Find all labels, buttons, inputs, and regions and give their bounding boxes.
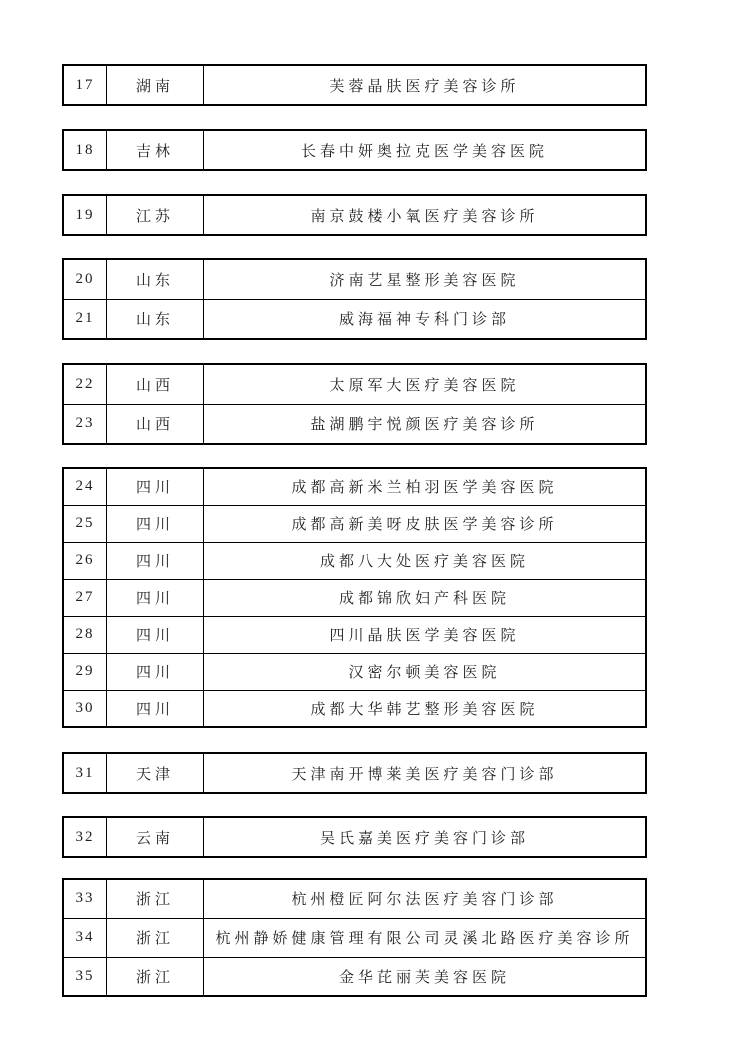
row-number-cell: 17	[63, 65, 107, 105]
clinic-name-cell: 吴氏嘉美医疗美容门诊部	[204, 817, 647, 857]
table-row	[63, 542, 646, 579]
row-number-cell: 20	[63, 259, 107, 299]
table-row	[63, 259, 646, 299]
row-number-cell: 28	[63, 616, 107, 653]
clinic-name-cell: 汉密尔顿美容医院	[204, 653, 647, 690]
clinic-table-group	[62, 816, 647, 858]
province-cell: 山西	[107, 404, 204, 444]
province-cell: 山西	[107, 364, 204, 404]
clinic-name-cell: 盐湖鹏宇悦颜医疗美容诊所	[204, 404, 647, 444]
province-cell: 四川	[107, 579, 204, 616]
table-row	[63, 299, 646, 339]
province-cell: 浙江	[107, 879, 204, 918]
clinic-name-cell: 成都高新米兰柏羽医学美容医院	[204, 468, 647, 505]
clinic-name-cell: 金华芘丽芙美容医院	[204, 957, 647, 996]
province-cell: 浙江	[107, 918, 204, 957]
clinic-name-cell: 成都锦欣妇产科医院	[204, 579, 647, 616]
row-number-cell: 29	[63, 653, 107, 690]
row-number-cell: 27	[63, 579, 107, 616]
clinic-name-cell: 威海福神专科门诊部	[204, 299, 647, 339]
table-row	[63, 653, 646, 690]
row-number-cell: 19	[63, 195, 107, 235]
province-cell: 山东	[107, 259, 204, 299]
table-row	[63, 957, 646, 996]
row-number-cell: 35	[63, 957, 107, 996]
province-cell: 云南	[107, 817, 204, 857]
row-number-cell: 30	[63, 690, 107, 727]
clinic-table-group	[62, 878, 647, 997]
province-cell: 四川	[107, 468, 204, 505]
province-cell: 江苏	[107, 195, 204, 235]
clinic-name-cell: 成都高新美呀皮肤医学美容诊所	[204, 505, 647, 542]
clinic-name-cell: 杭州橙匠阿尔法医疗美容门诊部	[204, 879, 647, 918]
row-number-cell: 21	[63, 299, 107, 339]
table-row	[63, 65, 646, 105]
clinic-name-cell: 成都大华韩艺整形美容医院	[204, 690, 647, 727]
province-cell: 浙江	[107, 957, 204, 996]
clinic-name-cell: 济南艺星整形美容医院	[204, 259, 647, 299]
table-row	[63, 364, 646, 404]
province-cell: 吉林	[107, 130, 204, 170]
clinic-name-cell: 天津南开博莱美医疗美容门诊部	[204, 753, 647, 793]
clinic-name-cell: 杭州静娇健康管理有限公司灵溪北路医疗美容诊所	[204, 918, 647, 957]
table-row	[63, 817, 646, 857]
province-cell: 四川	[107, 653, 204, 690]
province-cell: 四川	[107, 542, 204, 579]
clinic-name-cell: 芙蓉晶肤医疗美容诊所	[204, 65, 647, 105]
clinic-table-group	[62, 194, 647, 236]
province-cell: 四川	[107, 690, 204, 727]
table-row	[63, 879, 646, 918]
row-number-cell: 32	[63, 817, 107, 857]
province-cell: 湖南	[107, 65, 204, 105]
row-number-cell: 25	[63, 505, 107, 542]
table-row	[63, 468, 646, 505]
row-number-cell: 34	[63, 918, 107, 957]
table-row	[63, 130, 646, 170]
row-number-cell: 31	[63, 753, 107, 793]
table-area	[62, 0, 647, 997]
table-row	[63, 918, 646, 957]
table-row	[63, 505, 646, 542]
table-row	[63, 753, 646, 793]
table-row	[63, 616, 646, 653]
clinic-name-cell: 南京鼓楼小氧医疗美容诊所	[204, 195, 647, 235]
province-cell: 四川	[107, 616, 204, 653]
table-row	[63, 579, 646, 616]
clinic-table-group	[62, 467, 647, 728]
table-row	[63, 690, 646, 727]
row-number-cell: 22	[63, 364, 107, 404]
row-number-cell: 24	[63, 468, 107, 505]
clinic-name-cell: 太原军大医疗美容医院	[204, 364, 647, 404]
clinic-name-cell: 成都八大处医疗美容医院	[204, 542, 647, 579]
clinic-table-group	[62, 64, 647, 106]
province-cell: 天津	[107, 753, 204, 793]
clinic-table-group	[62, 258, 647, 340]
table-row	[63, 195, 646, 235]
province-cell: 山东	[107, 299, 204, 339]
clinic-name-cell: 四川晶肤医学美容医院	[204, 616, 647, 653]
table-row	[63, 404, 646, 444]
clinic-table-group	[62, 363, 647, 445]
clinic-table-group	[62, 752, 647, 794]
clinic-table-group	[62, 129, 647, 171]
clinic-name-cell: 长春中妍奥拉克医学美容医院	[204, 130, 647, 170]
row-number-cell: 23	[63, 404, 107, 444]
row-number-cell: 18	[63, 130, 107, 170]
row-number-cell: 33	[63, 879, 107, 918]
province-cell: 四川	[107, 505, 204, 542]
row-number-cell: 26	[63, 542, 107, 579]
